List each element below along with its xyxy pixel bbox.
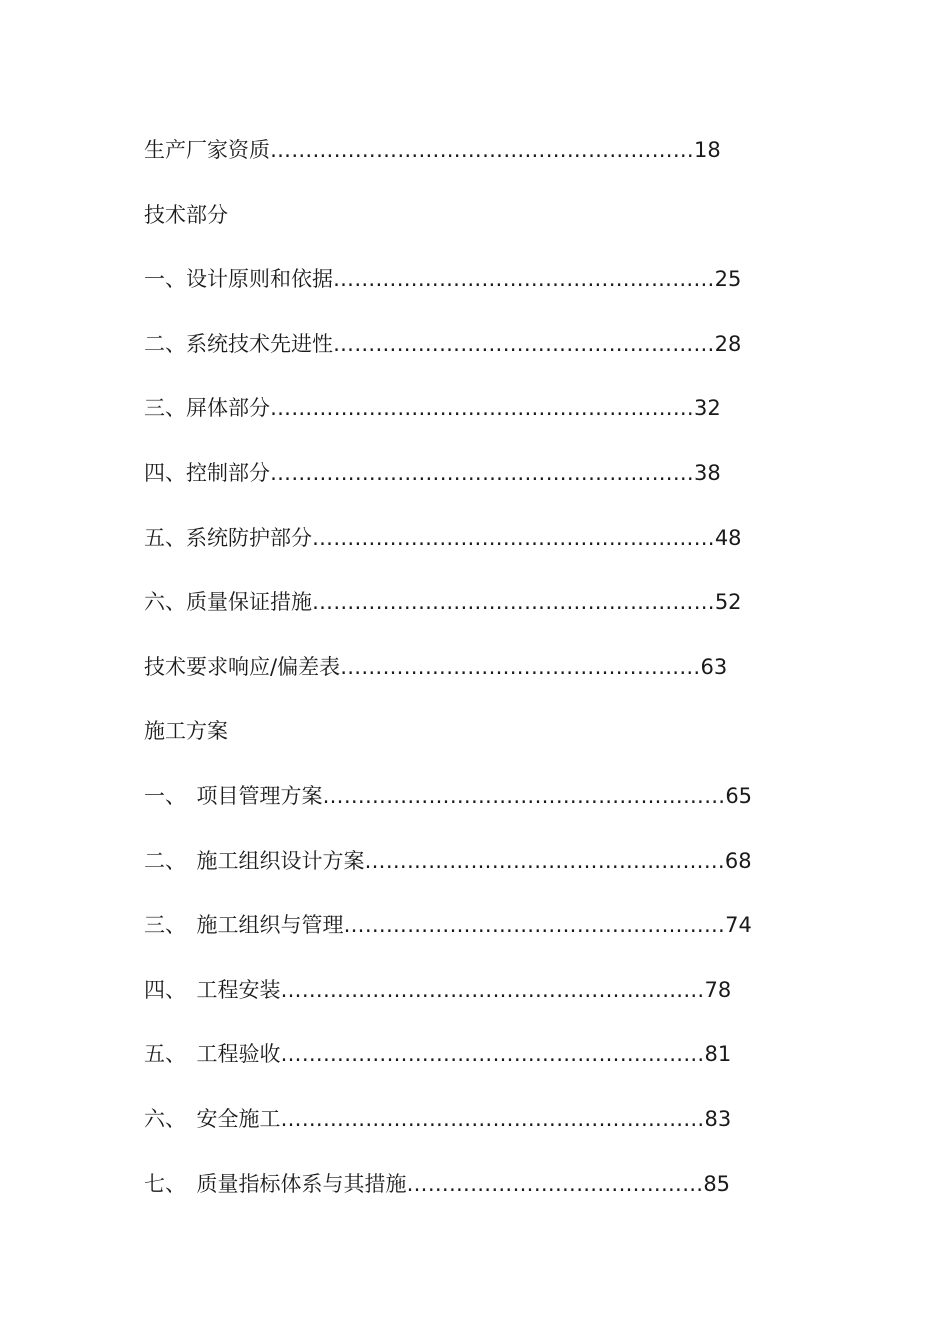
toc-leader-dots: ………………………………………………… (322, 783, 726, 808)
toc-entry[interactable] (144, 1099, 744, 1164)
toc-page-number: 25 (714, 267, 742, 292)
toc-entry[interactable] (144, 582, 744, 647)
toc-page-number: 81 (704, 1042, 732, 1067)
toc-entry-title: 三、 施工组织与管理 (144, 913, 344, 938)
toc-entry[interactable] (144, 388, 744, 453)
toc-entry-title: 七、 质量指标体系与其措施 (144, 1171, 407, 1196)
toc-entry-title: 五、系统防护部分 (144, 525, 312, 550)
toc-page-number: 38 (694, 460, 721, 485)
toc-leader-dots: …………………………………… (406, 1171, 704, 1196)
toc-entry-title: 二、 施工组织设计方案 (144, 848, 365, 873)
toc-leader-dots: …………………………………………… (364, 848, 725, 873)
toc-page-number: 18 (694, 138, 721, 162)
toc-entry[interactable] (144, 841, 752, 906)
toc-entry-title: 六、质量保证措施 (144, 590, 312, 615)
toc-entry[interactable] (144, 518, 744, 583)
toc-page-number: 85 (703, 1171, 731, 1196)
toc-page-number: 28 (714, 331, 742, 356)
toc-entry-title: 二、系统技术先进性 (144, 331, 333, 356)
toc-entry-title: 技术部分 (144, 202, 228, 227)
table-of-contents (144, 130, 753, 1228)
toc-entry[interactable] (144, 324, 744, 389)
toc-page-number: 78 (704, 977, 732, 1002)
toc-leader-dots: …………………………………………………… (280, 1042, 705, 1067)
toc-entry[interactable] (144, 905, 752, 970)
toc-entry-title: 施工方案 (144, 719, 228, 744)
toc-page-number: 83 (704, 1106, 732, 1131)
toc-entry[interactable] (144, 776, 753, 841)
toc-entry[interactable] (144, 1034, 744, 1099)
toc-leader-dots: …………………………………………………… (270, 396, 694, 421)
toc-entry-title: 三、屏体部分 (144, 396, 270, 421)
toc-entry-title: 一、 项目管理方案 (144, 783, 323, 808)
toc-entry-title: 四、 工程安装 (144, 977, 281, 1002)
toc-leader-dots: …………………………………………………… (270, 138, 694, 162)
toc-page-number: 65 (725, 783, 753, 808)
toc-entry[interactable] (144, 130, 744, 195)
toc-leader-dots: ……………………………………………… (333, 267, 715, 292)
toc-section-heading[interactable] (144, 195, 744, 260)
toc-leader-dots: ………………………………………………… (312, 525, 715, 550)
toc-leader-dots: ……………………………………………… (343, 913, 726, 938)
toc-entry[interactable] (144, 647, 744, 712)
toc-leader-dots: …………………………………………………… (280, 977, 705, 1002)
toc-page-number: 32 (694, 396, 721, 421)
toc-entry[interactable] (144, 970, 744, 1035)
toc-section-heading[interactable] (144, 711, 744, 776)
toc-leader-dots: …………………………………………………… (270, 460, 694, 485)
toc-page-number: 48 (714, 525, 742, 550)
toc-entry-title: 四、控制部分 (144, 460, 270, 485)
toc-page-number: 68 (724, 848, 752, 873)
toc-page-number: 63 (700, 654, 728, 679)
toc-leader-dots: …………………………………………… (340, 654, 701, 679)
toc-leader-dots: ……………………………………………… (333, 331, 715, 356)
toc-entry-title: 生产厂家资质 (144, 138, 270, 162)
toc-page-number: 52 (714, 590, 742, 615)
toc-entry-title: 五、 工程验收 (144, 1042, 281, 1067)
toc-page-number: 74 (725, 913, 752, 938)
toc-leader-dots: …………………………………………………… (280, 1106, 705, 1131)
toc-entry-title: 一、设计原则和依据 (144, 267, 333, 292)
toc-entry-title: 技术要求响应/偏差表 (144, 654, 341, 679)
toc-entry[interactable] (144, 1164, 744, 1229)
toc-entry-title: 六、 安全施工 (144, 1106, 281, 1131)
toc-entry[interactable] (144, 259, 744, 324)
toc-entry[interactable] (144, 453, 744, 518)
toc-leader-dots: ………………………………………………… (312, 590, 715, 615)
